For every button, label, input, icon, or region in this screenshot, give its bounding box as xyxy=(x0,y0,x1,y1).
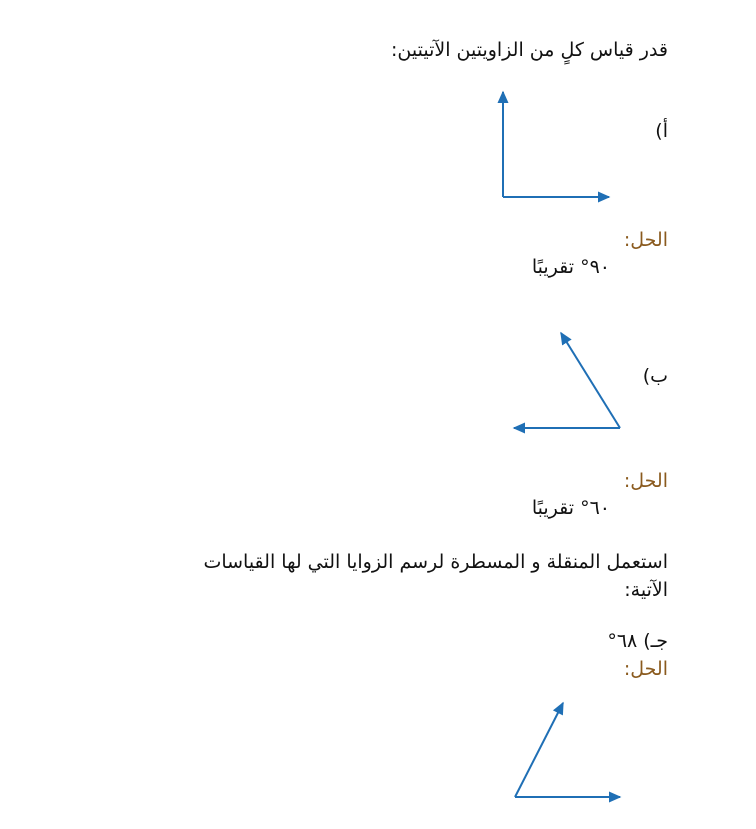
part-a-answer: ٩٠° تقريبًا xyxy=(531,256,610,278)
part-c-solution-label: الحل: xyxy=(623,658,668,680)
part-b-answer: ٦٠° تقريبًا xyxy=(531,497,610,519)
instruction-estimate-angles: قدر قياس كلٍ من الزاويتين الآتيتين: xyxy=(391,39,668,61)
instruction-draw-angles-line2: الآتية: xyxy=(624,579,668,601)
part-b-label: ب) xyxy=(642,365,668,387)
instruction-draw-angles-line1: استعمل المنقلة و المسطرة لرسم الزوايا التي لها القياسات xyxy=(203,551,668,573)
part-a-solution-label: الحل: xyxy=(623,229,668,251)
part-a-label: أ) xyxy=(655,120,668,142)
angle-c-slanted-ray xyxy=(515,703,563,797)
part-b-solution-label: الحل: xyxy=(623,470,668,492)
angle-b-slanted-ray xyxy=(561,333,620,428)
part-c-label: جـ) ٦٨° xyxy=(607,630,668,652)
